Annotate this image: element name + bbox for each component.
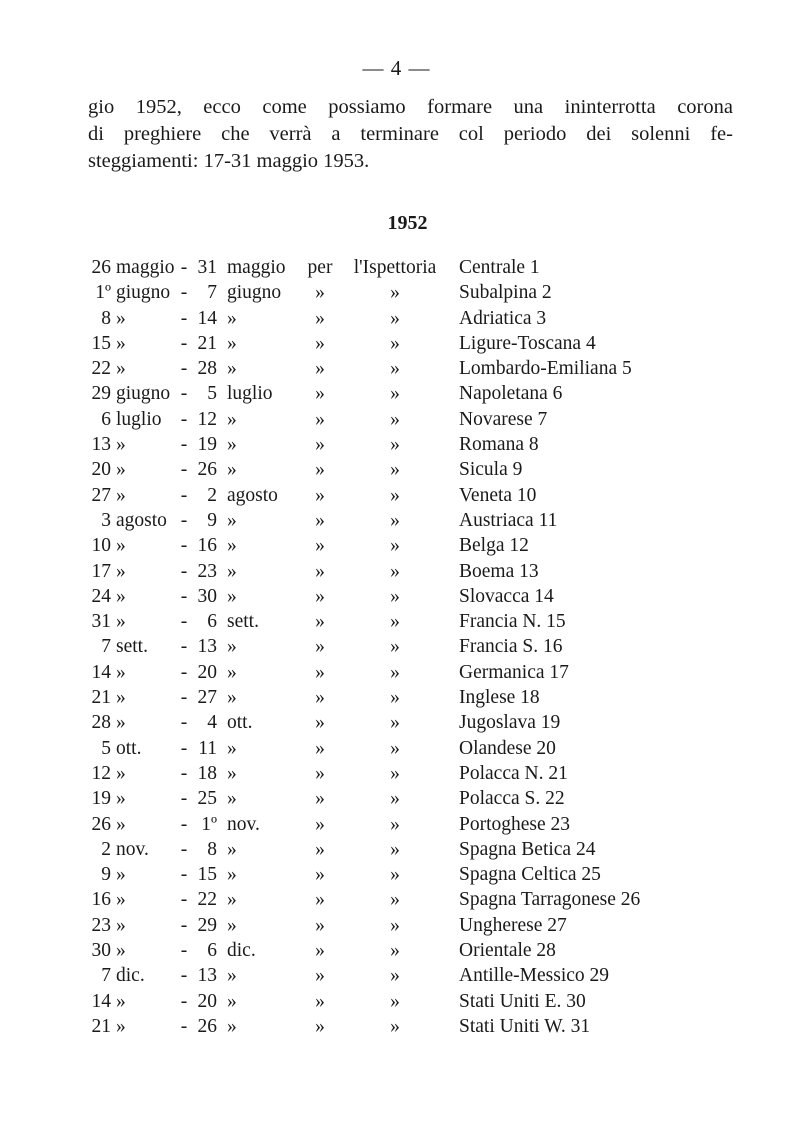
table-row: [85, 255, 725, 280]
per-label: »: [315, 737, 325, 759]
range-dash: -: [180, 585, 188, 607]
ispettoria-name: Stati Uniti E. 30: [459, 990, 586, 1012]
start-day: 14: [91, 661, 111, 683]
ispettoria-label: »: [390, 990, 400, 1012]
end-month: »: [227, 585, 237, 607]
per-label: »: [315, 965, 325, 987]
range-dash: -: [180, 358, 188, 380]
per-label: »: [315, 408, 325, 430]
start-day: 16: [91, 889, 111, 911]
start-month: giugno: [116, 383, 171, 405]
end-month: maggio: [227, 257, 286, 278]
start-day: 26: [91, 813, 111, 835]
range-dash: -: [180, 914, 188, 936]
ispettoria-label: »: [390, 282, 400, 304]
per-label: »: [315, 762, 325, 784]
ispettoria-name: Francia S. 16: [459, 636, 563, 658]
start-month: »: [116, 661, 126, 683]
per-label: »: [315, 864, 325, 886]
intro-line: gio 1952, ecco come possiamo formare una ininterrotta corona: [88, 96, 733, 118]
table-row: [85, 331, 725, 356]
per-label: »: [315, 636, 325, 658]
end-day: 11: [198, 737, 217, 759]
per-label: per: [307, 257, 333, 278]
start-day: 29: [91, 383, 111, 405]
ispettoria-name: Spagna Betica 24: [459, 838, 596, 860]
start-day: 8: [101, 307, 111, 329]
end-day: 20: [197, 661, 217, 683]
per-label: »: [315, 307, 325, 329]
ispettoria-label: »: [390, 560, 400, 582]
end-day: 6: [207, 611, 217, 633]
ispettoria-name: Sicula 9: [459, 459, 523, 481]
start-day: 20: [91, 459, 111, 481]
end-day: 31: [197, 257, 217, 278]
year-heading: 1952: [387, 212, 428, 234]
range-dash: -: [180, 307, 188, 329]
start-month: »: [116, 585, 126, 607]
start-day: 30: [91, 940, 111, 962]
per-label: »: [315, 838, 325, 860]
end-month: »: [227, 687, 237, 709]
per-label: »: [315, 611, 325, 633]
ispettoria-name: Ligure-Toscana 4: [459, 332, 596, 354]
ispettoria-name: Adriatica 3: [459, 307, 547, 329]
end-day: 15: [197, 864, 217, 886]
ispettoria-name: Novarese 7: [459, 408, 548, 430]
ispettoria-label: l'Ispettoria: [353, 257, 437, 278]
end-day: 27: [197, 687, 217, 709]
ispettoria-name: Austriaca 11: [459, 509, 558, 531]
end-month: »: [227, 788, 237, 810]
range-dash: -: [180, 762, 188, 784]
start-month: ott.: [116, 737, 142, 759]
start-day: 14: [91, 990, 111, 1012]
per-label: »: [315, 889, 325, 911]
end-month: »: [227, 864, 237, 886]
ispettoria-name: Polacca S. 22: [459, 788, 565, 810]
table-row: [85, 508, 725, 533]
start-day: 1º: [95, 282, 111, 304]
ispettoria-label: »: [390, 965, 400, 987]
range-dash: -: [180, 434, 188, 456]
ispettoria-label: »: [390, 1015, 400, 1037]
per-label: »: [315, 813, 325, 835]
range-dash: -: [180, 788, 188, 810]
ispettoria-label: »: [390, 661, 400, 683]
table-row: [85, 938, 725, 963]
start-day: 26: [91, 257, 111, 278]
ispettoria-label: »: [390, 459, 400, 481]
start-day: 17: [91, 560, 111, 582]
end-day: 6: [207, 940, 217, 962]
table-row: [85, 533, 725, 558]
end-day: 29: [197, 914, 217, 936]
table-row: [85, 381, 725, 406]
range-dash: -: [180, 990, 188, 1012]
table-row: [85, 457, 725, 482]
ispettoria-name: Subalpina 2: [459, 282, 552, 304]
end-month: dic.: [227, 940, 256, 962]
ispettoria-name: Orientale 28: [459, 940, 556, 962]
table-row: [85, 559, 725, 584]
range-dash: -: [180, 560, 188, 582]
end-day: 7: [207, 282, 217, 304]
page-number: — 4 —: [362, 56, 431, 80]
range-dash: -: [180, 383, 188, 405]
end-month: agosto: [227, 484, 278, 506]
end-day: 13: [197, 636, 217, 658]
start-month: »: [116, 940, 126, 962]
table-row: [85, 963, 725, 988]
end-day: 23: [197, 560, 217, 582]
table-row: [85, 1014, 725, 1039]
ispettoria-name: Germanica 17: [459, 661, 569, 683]
start-month: »: [116, 864, 126, 886]
end-day: 9: [207, 509, 217, 531]
ispettoria-name: Romana 8: [459, 434, 539, 456]
end-month: »: [227, 636, 237, 658]
end-month: »: [227, 914, 237, 936]
end-month: »: [227, 560, 237, 582]
per-label: »: [315, 914, 325, 936]
table-row: [85, 862, 725, 887]
per-label: »: [315, 940, 325, 962]
per-label: »: [315, 484, 325, 506]
table-row: [85, 432, 725, 457]
table-row: [85, 761, 725, 786]
start-day: 10: [91, 535, 111, 557]
table-row: [85, 685, 725, 710]
ispettoria-label: »: [390, 383, 400, 405]
ispettoria-name: Portoghese 23: [459, 813, 571, 835]
end-day: 30: [197, 585, 217, 607]
per-label: »: [315, 788, 325, 810]
ispettoria-label: »: [390, 788, 400, 810]
end-day: 25: [197, 788, 217, 810]
start-day: 19: [91, 788, 111, 810]
start-day: 15: [91, 332, 111, 354]
range-dash: -: [180, 1015, 188, 1037]
start-day: 22: [91, 358, 111, 380]
table-row: [85, 407, 725, 432]
start-day: 27: [91, 484, 111, 506]
start-day: 21: [91, 1015, 111, 1037]
range-dash: -: [180, 332, 188, 354]
end-month: »: [227, 358, 237, 380]
end-day: 19: [197, 434, 217, 456]
table-row: [85, 634, 725, 659]
range-dash: -: [180, 661, 188, 683]
end-month: »: [227, 661, 237, 683]
end-month: »: [227, 965, 237, 987]
per-label: »: [315, 535, 325, 557]
start-month: sett.: [116, 636, 148, 658]
ispettoria-name: Ungherese 27: [459, 914, 567, 936]
range-dash: -: [180, 737, 188, 759]
ispettoria-name: Boema 13: [459, 560, 539, 582]
end-month: sett.: [227, 611, 259, 633]
start-day: 13: [91, 434, 111, 456]
end-month: »: [227, 535, 237, 557]
ispettoria-label: »: [390, 636, 400, 658]
table-row: [85, 306, 725, 331]
ispettoria-label: »: [390, 687, 400, 709]
ispettoria-name: Olandese 20: [459, 737, 556, 759]
start-month: »: [116, 712, 126, 734]
start-month: luglio: [116, 408, 162, 430]
ispettoria-name: Antille-Messico 29: [459, 965, 610, 987]
start-day: 9: [101, 864, 111, 886]
start-day: 24: [91, 585, 111, 607]
end-month: »: [227, 459, 237, 481]
range-dash: -: [180, 408, 188, 430]
intro-paragraph: [88, 94, 733, 175]
start-month: »: [116, 434, 126, 456]
ispettoria-name: Spagna Tarragonese 26: [459, 889, 641, 911]
per-label: »: [315, 358, 325, 380]
ispettoria-label: »: [390, 914, 400, 936]
start-month: nov.: [116, 838, 149, 860]
table-row: [85, 989, 725, 1014]
table-row: [85, 736, 725, 761]
end-day: 8: [207, 838, 217, 860]
table-row: [85, 887, 725, 912]
range-dash: -: [180, 282, 188, 304]
end-month: giugno: [227, 282, 282, 304]
table-row: [85, 356, 725, 381]
range-dash: -: [180, 864, 188, 886]
ispettoria-name: Lombardo-Emiliana 5: [459, 358, 632, 380]
ispettoria-label: »: [390, 307, 400, 329]
end-day: 22: [197, 889, 217, 911]
end-day: 5: [207, 383, 217, 405]
start-day: 23: [91, 914, 111, 936]
end-month: »: [227, 307, 237, 329]
per-label: »: [315, 712, 325, 734]
end-day: 28: [197, 358, 217, 380]
ispettoria-label: »: [390, 838, 400, 860]
start-month: maggio: [116, 257, 175, 278]
ispettoria-label: »: [390, 585, 400, 607]
end-day: 13: [197, 965, 217, 987]
table-row: [85, 812, 725, 837]
start-day: 6: [101, 408, 111, 430]
range-dash: -: [180, 965, 188, 987]
end-day: 18: [197, 762, 217, 784]
start-month: »: [116, 990, 126, 1012]
per-label: »: [315, 434, 325, 456]
range-dash: -: [180, 813, 188, 835]
table-row: [85, 913, 725, 938]
end-day: 14: [197, 307, 217, 329]
start-day: 28: [91, 712, 111, 734]
table-row: [85, 584, 725, 609]
start-month: »: [116, 788, 126, 810]
per-label: »: [315, 332, 325, 354]
per-label: »: [315, 383, 325, 405]
start-day: 21: [91, 687, 111, 709]
start-month: »: [116, 560, 126, 582]
start-month: dic.: [116, 965, 145, 987]
start-day: 12: [91, 762, 111, 784]
ispettoria-name: Centrale 1: [459, 257, 540, 278]
range-dash: -: [180, 535, 188, 557]
range-dash: -: [180, 889, 188, 911]
range-dash: -: [180, 257, 188, 278]
start-day: 3: [101, 509, 111, 531]
ispettoria-name: Veneta 10: [459, 484, 537, 506]
table-row: [85, 837, 725, 862]
ispettoria-label: »: [390, 332, 400, 354]
range-dash: -: [180, 838, 188, 860]
table-row: [85, 483, 725, 508]
end-month: ott.: [227, 712, 253, 734]
end-month: »: [227, 889, 237, 911]
start-month: »: [116, 484, 126, 506]
intro-line: steggiamenti: 17-31 maggio 1953.: [88, 150, 370, 172]
ispettoria-label: »: [390, 611, 400, 633]
start-month: agosto: [116, 509, 167, 531]
ispettoria-name: Stati Uniti W. 31: [459, 1015, 591, 1037]
range-dash: -: [180, 636, 188, 658]
range-dash: -: [180, 687, 188, 709]
end-day: 21: [197, 332, 217, 354]
table-row: [85, 786, 725, 811]
end-month: luglio: [227, 383, 273, 405]
ispettoria-label: »: [390, 737, 400, 759]
ispettoria-name: Francia N. 15: [459, 611, 566, 633]
ispettoria-name: Spagna Celtica 25: [459, 864, 601, 886]
end-month: »: [227, 332, 237, 354]
end-month: »: [227, 408, 237, 430]
end-day: 4: [207, 712, 217, 734]
per-label: »: [315, 560, 325, 582]
per-label: »: [315, 661, 325, 683]
intro-line: di preghiere che verrà a terminare col periodo dei solenni fe-: [88, 123, 733, 145]
start-month: »: [116, 889, 126, 911]
ispettoria-label: »: [390, 813, 400, 835]
start-month: »: [116, 687, 126, 709]
ispettoria-label: »: [390, 889, 400, 911]
ispettoria-name: Napoletana 6: [459, 383, 563, 405]
ispettoria-name: Polacca N. 21: [459, 762, 568, 784]
start-month: »: [116, 307, 126, 329]
end-month: »: [227, 762, 237, 784]
start-day: 2: [101, 838, 111, 860]
end-month: »: [227, 509, 237, 531]
ispettoria-name: Jugoslava 19: [459, 712, 561, 734]
end-day: 2: [207, 484, 217, 506]
per-label: »: [315, 459, 325, 481]
ispettoria-name: Belga 12: [459, 535, 529, 557]
start-month: »: [116, 914, 126, 936]
table-row: [85, 609, 725, 634]
end-day: 12: [197, 408, 217, 430]
end-month: »: [227, 737, 237, 759]
start-day: 7: [101, 636, 111, 658]
prayer-schedule-table: [85, 255, 725, 1039]
ispettoria-label: »: [390, 484, 400, 506]
per-label: »: [315, 585, 325, 607]
ispettoria-label: »: [390, 509, 400, 531]
ispettoria-label: »: [390, 408, 400, 430]
end-day: 26: [197, 459, 217, 481]
range-dash: -: [180, 940, 188, 962]
ispettoria-label: »: [390, 535, 400, 557]
per-label: »: [315, 282, 325, 304]
ispettoria-name: Slovacca 14: [459, 585, 554, 607]
per-label: »: [315, 1015, 325, 1037]
end-day: 20: [197, 990, 217, 1012]
start-month: giugno: [116, 282, 171, 304]
end-month: »: [227, 434, 237, 456]
table-row: [85, 280, 725, 305]
start-month: »: [116, 332, 126, 354]
range-dash: -: [180, 484, 188, 506]
start-month: »: [116, 611, 126, 633]
range-dash: -: [180, 611, 188, 633]
end-month: nov.: [227, 813, 260, 835]
ispettoria-label: »: [390, 358, 400, 380]
start-month: »: [116, 535, 126, 557]
end-day: 16: [197, 535, 217, 557]
start-month: »: [116, 358, 126, 380]
ispettoria-label: »: [390, 762, 400, 784]
start-month: »: [116, 1015, 126, 1037]
ispettoria-label: »: [390, 864, 400, 886]
per-label: »: [315, 687, 325, 709]
ispettoria-label: »: [390, 712, 400, 734]
start-day: 31: [91, 611, 111, 633]
end-day: 1º: [201, 813, 217, 835]
end-month: »: [227, 990, 237, 1012]
ispettoria-name: Inglese 18: [459, 687, 540, 709]
range-dash: -: [180, 509, 188, 531]
ispettoria-label: »: [390, 940, 400, 962]
ispettoria-label: »: [390, 434, 400, 456]
table-row: [85, 710, 725, 735]
end-month: »: [227, 1015, 237, 1037]
range-dash: -: [180, 459, 188, 481]
per-label: »: [315, 990, 325, 1012]
start-month: »: [116, 762, 126, 784]
start-month: »: [116, 459, 126, 481]
end-day: 26: [197, 1015, 217, 1037]
start-month: »: [116, 813, 126, 835]
start-day: 5: [101, 737, 111, 759]
start-day: 7: [101, 965, 111, 987]
per-label: »: [315, 509, 325, 531]
end-month: »: [227, 838, 237, 860]
range-dash: -: [180, 712, 188, 734]
table-row: [85, 660, 725, 685]
